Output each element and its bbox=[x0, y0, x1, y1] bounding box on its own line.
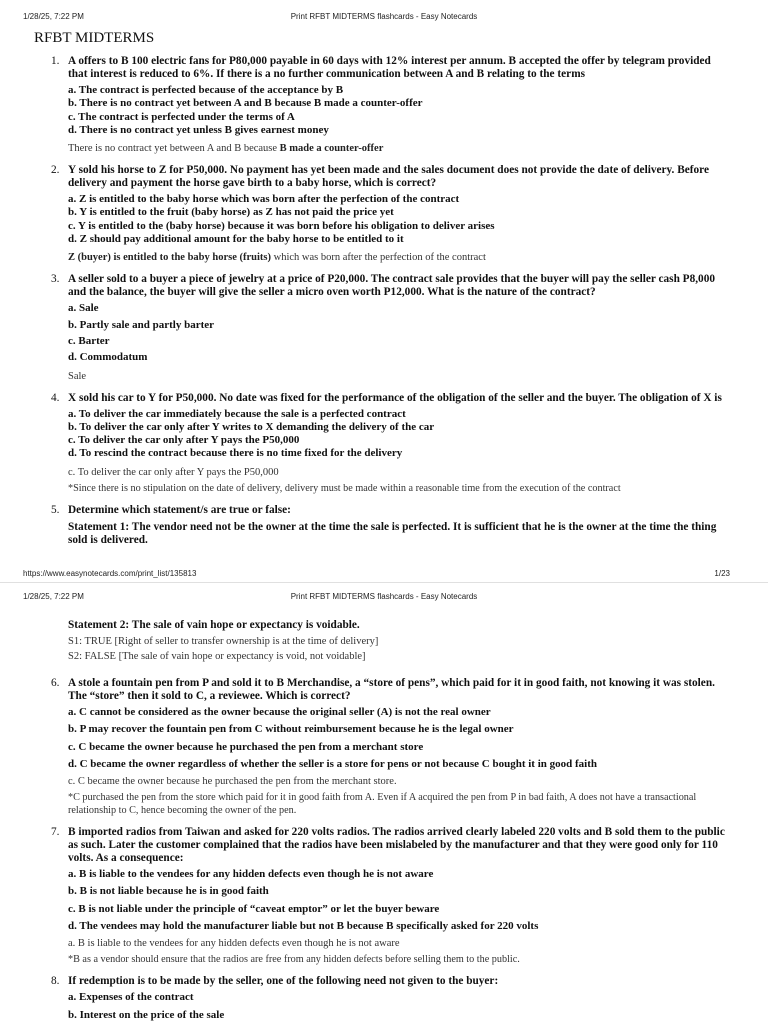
question-number: 4. bbox=[51, 391, 60, 404]
question-text: If redemption is to be made by the seller, one of the following need not given to the buyer: bbox=[68, 975, 499, 988]
print-page-title: Print RFBT MIDTERMS flashcards - Easy Notecards bbox=[290, 12, 478, 21]
option-c: c. C became the owner because he purchased the pen from a merchant store bbox=[68, 740, 424, 753]
option-a: a. Expenses of the contract bbox=[68, 991, 194, 1004]
answer: c. C became the owner because he purchased the pen from the merchant store. bbox=[68, 776, 397, 788]
question-6 bbox=[38, 677, 730, 817]
option-b: b. P may recover the fountain pen from C without reimbursement because he is the legal owner bbox=[68, 723, 514, 736]
option-a: a. B is liable to the vendees for any hidden defects even though he is not aware bbox=[68, 868, 434, 881]
print-datetime: 1/28/25, 7:22 PM bbox=[23, 592, 84, 601]
print-page-title: Print RFBT MIDTERMS flashcards - Easy Notecards bbox=[290, 592, 478, 601]
question-5 bbox=[38, 504, 730, 547]
answer-note: *C purchased the pen from the store which paid for it in good faith from A. Even if A acquired the pen from P in bad faith, A does not have a transactional relationship to C, hence becoming the owner of the pen. bbox=[68, 792, 697, 817]
option-d: d. There is no contract yet unless B gives earnest money bbox=[68, 123, 329, 136]
option-a: a. C cannot be considered as the owner because the original seller (A) is not the real owner bbox=[68, 706, 491, 718]
question-number: 8. bbox=[51, 975, 60, 988]
question-text: A offers to B 100 electric fans for P80,000 payable in 60 days with 12% interest per annum. B accepted the offer by telegram provided that interest is reduced to 6%. If there is a no further communication between A and B relating to the terms bbox=[68, 55, 711, 80]
question-number: 2. bbox=[51, 164, 60, 177]
answer bbox=[68, 251, 730, 264]
option-c: c. To deliver the car only after Y pays the P50,000 bbox=[68, 434, 300, 447]
answer: Sale bbox=[68, 370, 87, 382]
question-2 bbox=[38, 164, 730, 264]
option-a: a. Z is entitled to the baby horse which was born after the perfection of the contract bbox=[68, 193, 460, 206]
statement-2: Statement 2: The sale of vain hope or expectancy is voidable. bbox=[68, 619, 360, 631]
answer-s1: S1: TRUE [Right of seller to transfer ownership is at the time of delivery] bbox=[68, 636, 379, 647]
print-datetime: 1/28/25, 7:22 PM bbox=[23, 12, 84, 21]
option-a: a. The contract is perfected because of the acceptance by B bbox=[68, 84, 344, 96]
question-text: X sold his car to Y for P50,000. No date was fixed for the performance of the obligation of the seller and the buyer. The obligation of X is bbox=[68, 391, 722, 404]
question-3 bbox=[38, 273, 730, 382]
answer: a. B is liable to the vendees for any hidden defects even though he is not aware bbox=[68, 938, 400, 950]
option-d: d. Z should pay additional amount for the baby horse to be entitled to it bbox=[68, 233, 404, 246]
question-text: Y sold his horse to Z for P50,000. No payment has yet been made and the sales document does not provide the date of delivery. Before delivery and payment the horse gave birth to a baby horse, which is correct? bbox=[68, 164, 709, 190]
question-number: 7. bbox=[51, 826, 60, 839]
option-d: d. To rescind the contract because there is no time fixed for the delivery bbox=[68, 447, 403, 460]
document-title: RFBT MIDTERMS bbox=[34, 30, 155, 46]
answer bbox=[68, 142, 730, 155]
statement-1: Statement 1: The vendor need not be the owner at the time the sale is perfected. It is sufficient that he is the owner at the time the thing sold is delivered. bbox=[68, 520, 717, 546]
question-list bbox=[38, 55, 730, 556]
question-text: B imported radios from Taiwan and asked for 220 volts radios. The radios arrived clearly labeled 220 volts and B sold them to the public as such. Later the customer complained that the radios have been mislabeled by the manufacturer and that they were good only for 110 volts. As a consequence: bbox=[68, 826, 725, 865]
answer-s2: S2: FALSE [The sale of vain hope or expectancy is void, not voidable] bbox=[68, 651, 366, 662]
option-b: b. Partly sale and partly barter bbox=[68, 318, 215, 331]
option-c: c. Barter bbox=[68, 334, 110, 347]
question-number: 1. bbox=[51, 55, 60, 67]
question-1 bbox=[38, 55, 730, 155]
answer: c. To deliver the car only after Y pays the P50,000 bbox=[68, 466, 279, 478]
option-b: b. Interest on the price of the sale bbox=[68, 1008, 225, 1021]
answer-text: There is no contract yet between A and B because bbox=[68, 143, 280, 155]
option-d: d. Commodatum bbox=[68, 351, 148, 364]
answer-text: which was born after the perfection of the contract bbox=[271, 252, 486, 264]
question-list-page-2 bbox=[38, 677, 730, 1031]
answer-emphasis: Z (buyer) is entitled to the baby horse (fruits) bbox=[68, 252, 271, 264]
question-number: 6. bbox=[51, 677, 60, 689]
question-8 bbox=[38, 975, 730, 1022]
print-page-number: 1/23 bbox=[714, 569, 730, 578]
option-c: c. The contract is perfected under the terms of A bbox=[68, 110, 295, 123]
print-url: https://www.easynotecards.com/print_list/135813 bbox=[23, 569, 197, 578]
option-b: b. To deliver the car only after Y writes to X demanding the delivery of the car bbox=[68, 420, 435, 433]
answer-note: *Since there is no stipulation on the date of delivery, delivery must be made within a reasonable time from the execution of the contract bbox=[68, 482, 621, 494]
question-text: A stole a fountain pen from P and sold it to B Merchandise, a “store of pens”, which paid for it in good faith, not knowing it was stolen. The “store” then it sold to C, a reviewee. Which is correct? bbox=[68, 677, 715, 702]
option-b: b. There is no contract yet between A and B because B made a counter-offer bbox=[68, 97, 423, 110]
question-5-continued bbox=[68, 619, 730, 663]
question-text: Determine which statement/s are true or false: bbox=[68, 503, 291, 516]
option-a: a. Sale bbox=[68, 302, 99, 315]
option-d: d. The vendees may hold the manufacturer liable but not B because B specifically asked for 220 volts bbox=[68, 920, 539, 933]
option-a: a. To deliver the car immediately because the sale is a perfected contract bbox=[68, 407, 406, 420]
question-7 bbox=[38, 826, 730, 966]
option-c: c. B is not liable under the principle of “caveat emptor” or let the buyer beware bbox=[68, 902, 440, 915]
question-number: 5. bbox=[51, 503, 60, 516]
option-b: b. Y is entitled to the fruit (baby horse) as Z has not paid the price yet bbox=[68, 206, 394, 219]
answer-note: *B as a vendor should ensure that the radios are free from any hidden defects before selling them to the public. bbox=[68, 954, 520, 966]
question-text: A seller sold to a buyer a piece of jewelry at a price of P20,000. The contract sale provides that the buyer will pay the seller cash P8,000 and the balance, the buyer will give the seller a micro oven worth P12,000. What is the nature of the contract? bbox=[68, 273, 715, 299]
option-b: b. B is not liable because he is in good faith bbox=[68, 885, 269, 898]
question-number: 3. bbox=[51, 273, 60, 286]
option-d: d. C became the owner regardless of whether the seller is a store for pens or not because C bought it in good faith bbox=[68, 757, 597, 770]
answer-emphasis: B made a counter-offer bbox=[279, 143, 384, 155]
option-c: c. Y is entitled to the (baby horse) because it was born before his obligation to deliver arises bbox=[68, 219, 495, 232]
question-4 bbox=[38, 392, 730, 495]
